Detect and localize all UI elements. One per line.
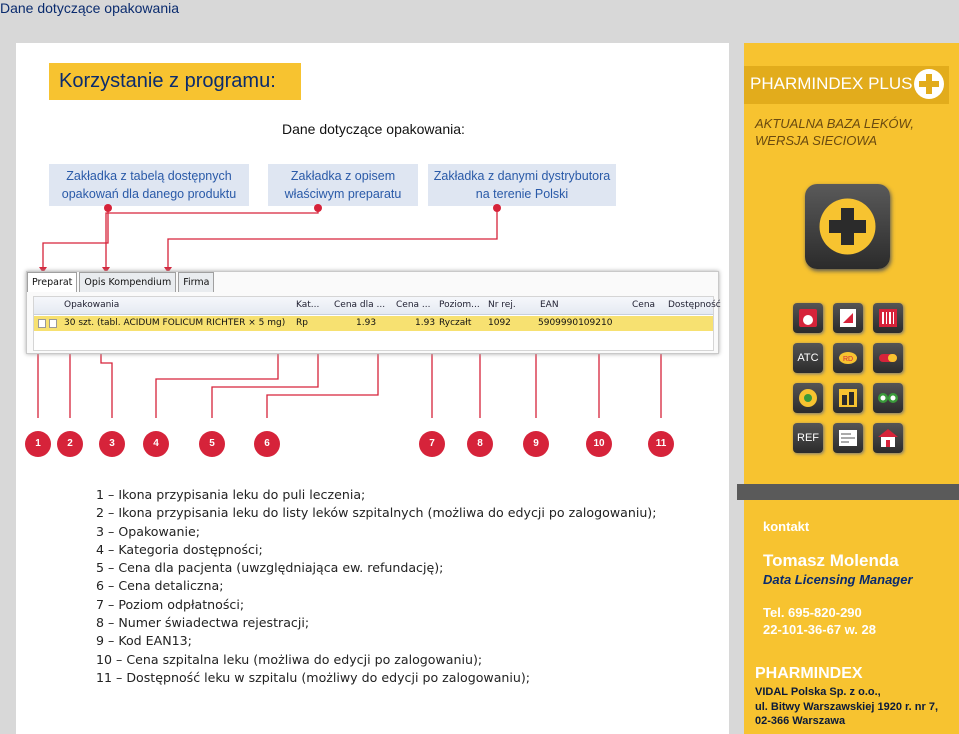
interactions-icon <box>793 383 823 413</box>
marker-10: 10 <box>586 431 612 457</box>
rd-text: RD <box>842 356 854 363</box>
document-icon <box>833 303 863 333</box>
address-line: 02-366 Warszawa <box>755 715 846 727</box>
tab-opis-kompendium[interactable]: Opis Kompendium <box>79 272 176 292</box>
pill-icon <box>873 343 903 373</box>
legend-item: 4 – Kategoria dostępności; <box>96 541 263 557</box>
packages-table <box>33 296 721 351</box>
col-header-packages[interactable]: Opakowania <box>64 300 120 310</box>
tab-firma[interactable]: Firma <box>178 272 214 292</box>
address-line: ul. Bitwy Warszawskiej 1920 r. nr 7, <box>755 700 939 713</box>
callout-line: na terenie Polski <box>475 187 569 201</box>
company-brand: PHARMINDEX <box>755 665 863 682</box>
contact-role: Data Licensing Manager <box>763 572 913 587</box>
marker-2: 2 <box>57 431 83 457</box>
ref-label: REF <box>797 432 819 444</box>
legend-item: 3 – Opakowanie; <box>96 523 200 539</box>
col-header-availability[interactable]: Dostępność <box>668 300 721 310</box>
plus-logo-icon <box>914 69 944 99</box>
marker-7: 7 <box>419 431 445 457</box>
legend-item: 8 – Numer świadectwa rejestracji; <box>96 615 310 631</box>
col-header-reg-no[interactable]: Nr rej. <box>488 300 516 310</box>
contact-label: kontakt <box>763 519 810 534</box>
callout-line: opakowań dla danego produktu <box>61 187 237 201</box>
marker-11: 11 <box>648 431 674 457</box>
tagline-line: AKTUALNA BAZA LEKÓW, <box>755 116 914 131</box>
pharmacy-home-icon <box>873 423 903 453</box>
howto-banner: Korzystanie z programu: <box>49 63 301 100</box>
col-header-price[interactable]: Cena <box>632 300 656 310</box>
legend-item: 7 – Poziom odpłatności; <box>96 596 245 612</box>
atc-label: ATC <box>797 352 819 364</box>
legend-item: 9 – Kod EAN13; <box>96 633 192 649</box>
legend-item: 5 – Cena dla pacjenta (uwzględniająca ew. refundację); <box>96 560 444 576</box>
legend-item: 2 – Ikona przypisania leku do listy leków szpitalnych (możliwa do edycji po zalogowaniu); <box>96 505 657 521</box>
callout-line: Zakładka z opisem <box>290 169 396 183</box>
slide-panel <box>16 43 729 734</box>
col-header-ean[interactable]: EAN <box>540 300 559 310</box>
address-line: VIDAL Polska Sp. z o.o., <box>755 686 881 698</box>
contact-phone <box>763 604 876 638</box>
cell-reg-no: 1092 <box>488 318 511 328</box>
cell-retail-price: 1.93 <box>415 318 436 328</box>
col-header-level[interactable]: Poziom... <box>439 300 480 310</box>
page-title: Dane dotyczące opakowania <box>0 0 180 16</box>
legend-item: 6 – Cena detaliczna; <box>96 578 224 594</box>
marker-9: 9 <box>523 431 549 457</box>
legend-list <box>96 486 656 687</box>
phone-line: 22-101-36-67 w. 28 <box>763 622 876 637</box>
company-address <box>755 685 938 729</box>
marker-5: 5 <box>199 431 225 457</box>
hospital-list-icon[interactable] <box>49 319 57 328</box>
cell-package: 30 szt. (tabl. ACIDUM FOLICUM RICHTER × 5 mg) <box>64 318 286 328</box>
barcode-icon <box>873 303 903 333</box>
tagline-line: WERSJA SIECIOWA <box>755 133 878 148</box>
callout-line: Zakładka z tabelą dostępnych <box>66 169 232 183</box>
marker-6: 6 <box>254 431 280 457</box>
marker-3: 3 <box>99 431 125 457</box>
marker-1: 1 <box>25 431 51 457</box>
cell-level: Ryczałt <box>439 318 472 328</box>
glasses-icon <box>873 383 903 413</box>
cell-patient-price: 1.93 <box>356 318 377 328</box>
legend-item: 11 – Dostępność leku w szpitalu (możliwy do edycji po zalogowaniu); <box>96 669 531 685</box>
ref-icon <box>793 423 823 453</box>
sidebar-separator <box>737 484 959 500</box>
slide-subtitle: Dane dotyczące opakowania: <box>282 121 465 137</box>
callout-line: właściwym preparatu <box>284 187 402 201</box>
col-header-patient-price[interactable]: Cena dla ... <box>334 300 386 310</box>
col-header-retail-price[interactable]: Cena ... <box>396 300 431 310</box>
phone-line: Tel. 695-820-290 <box>763 605 862 620</box>
contact-name: Tomasz Molenda <box>763 551 899 570</box>
treatment-pool-icon[interactable] <box>38 319 46 328</box>
tab-preparat[interactable]: Preparat <box>27 272 77 292</box>
chart-icon <box>833 383 863 413</box>
table-row[interactable] <box>34 316 713 331</box>
tagline <box>755 115 914 149</box>
form-icon <box>833 423 863 453</box>
pharmindex-app-icon <box>805 184 890 269</box>
atc-icon <box>793 343 823 373</box>
cell-ean: 5909990109210 <box>538 318 613 328</box>
tab-bar <box>27 272 216 292</box>
marker-8: 8 <box>467 431 493 457</box>
marker-4: 4 <box>143 431 169 457</box>
callout-line: Zakładka z danymi dystrybutora <box>433 169 611 183</box>
legend-item: 10 – Cena szpitalna leku (możliwa do edycji po zalogowaniu); <box>96 651 483 667</box>
legend-item: 1 – Ikona przypisania leku do puli leczenia; <box>96 487 366 502</box>
table-header <box>34 297 721 315</box>
cell-category: Rp <box>296 318 308 328</box>
brand-plus: PLUS <box>868 74 913 93</box>
app-screenshot <box>26 271 719 354</box>
brand-name: PHARMINDEX <box>750 74 864 93</box>
col-header-category[interactable]: Kat... <box>296 300 320 310</box>
brand-title <box>750 74 913 94</box>
rd-icon <box>833 343 863 373</box>
flask-icon <box>793 303 823 333</box>
